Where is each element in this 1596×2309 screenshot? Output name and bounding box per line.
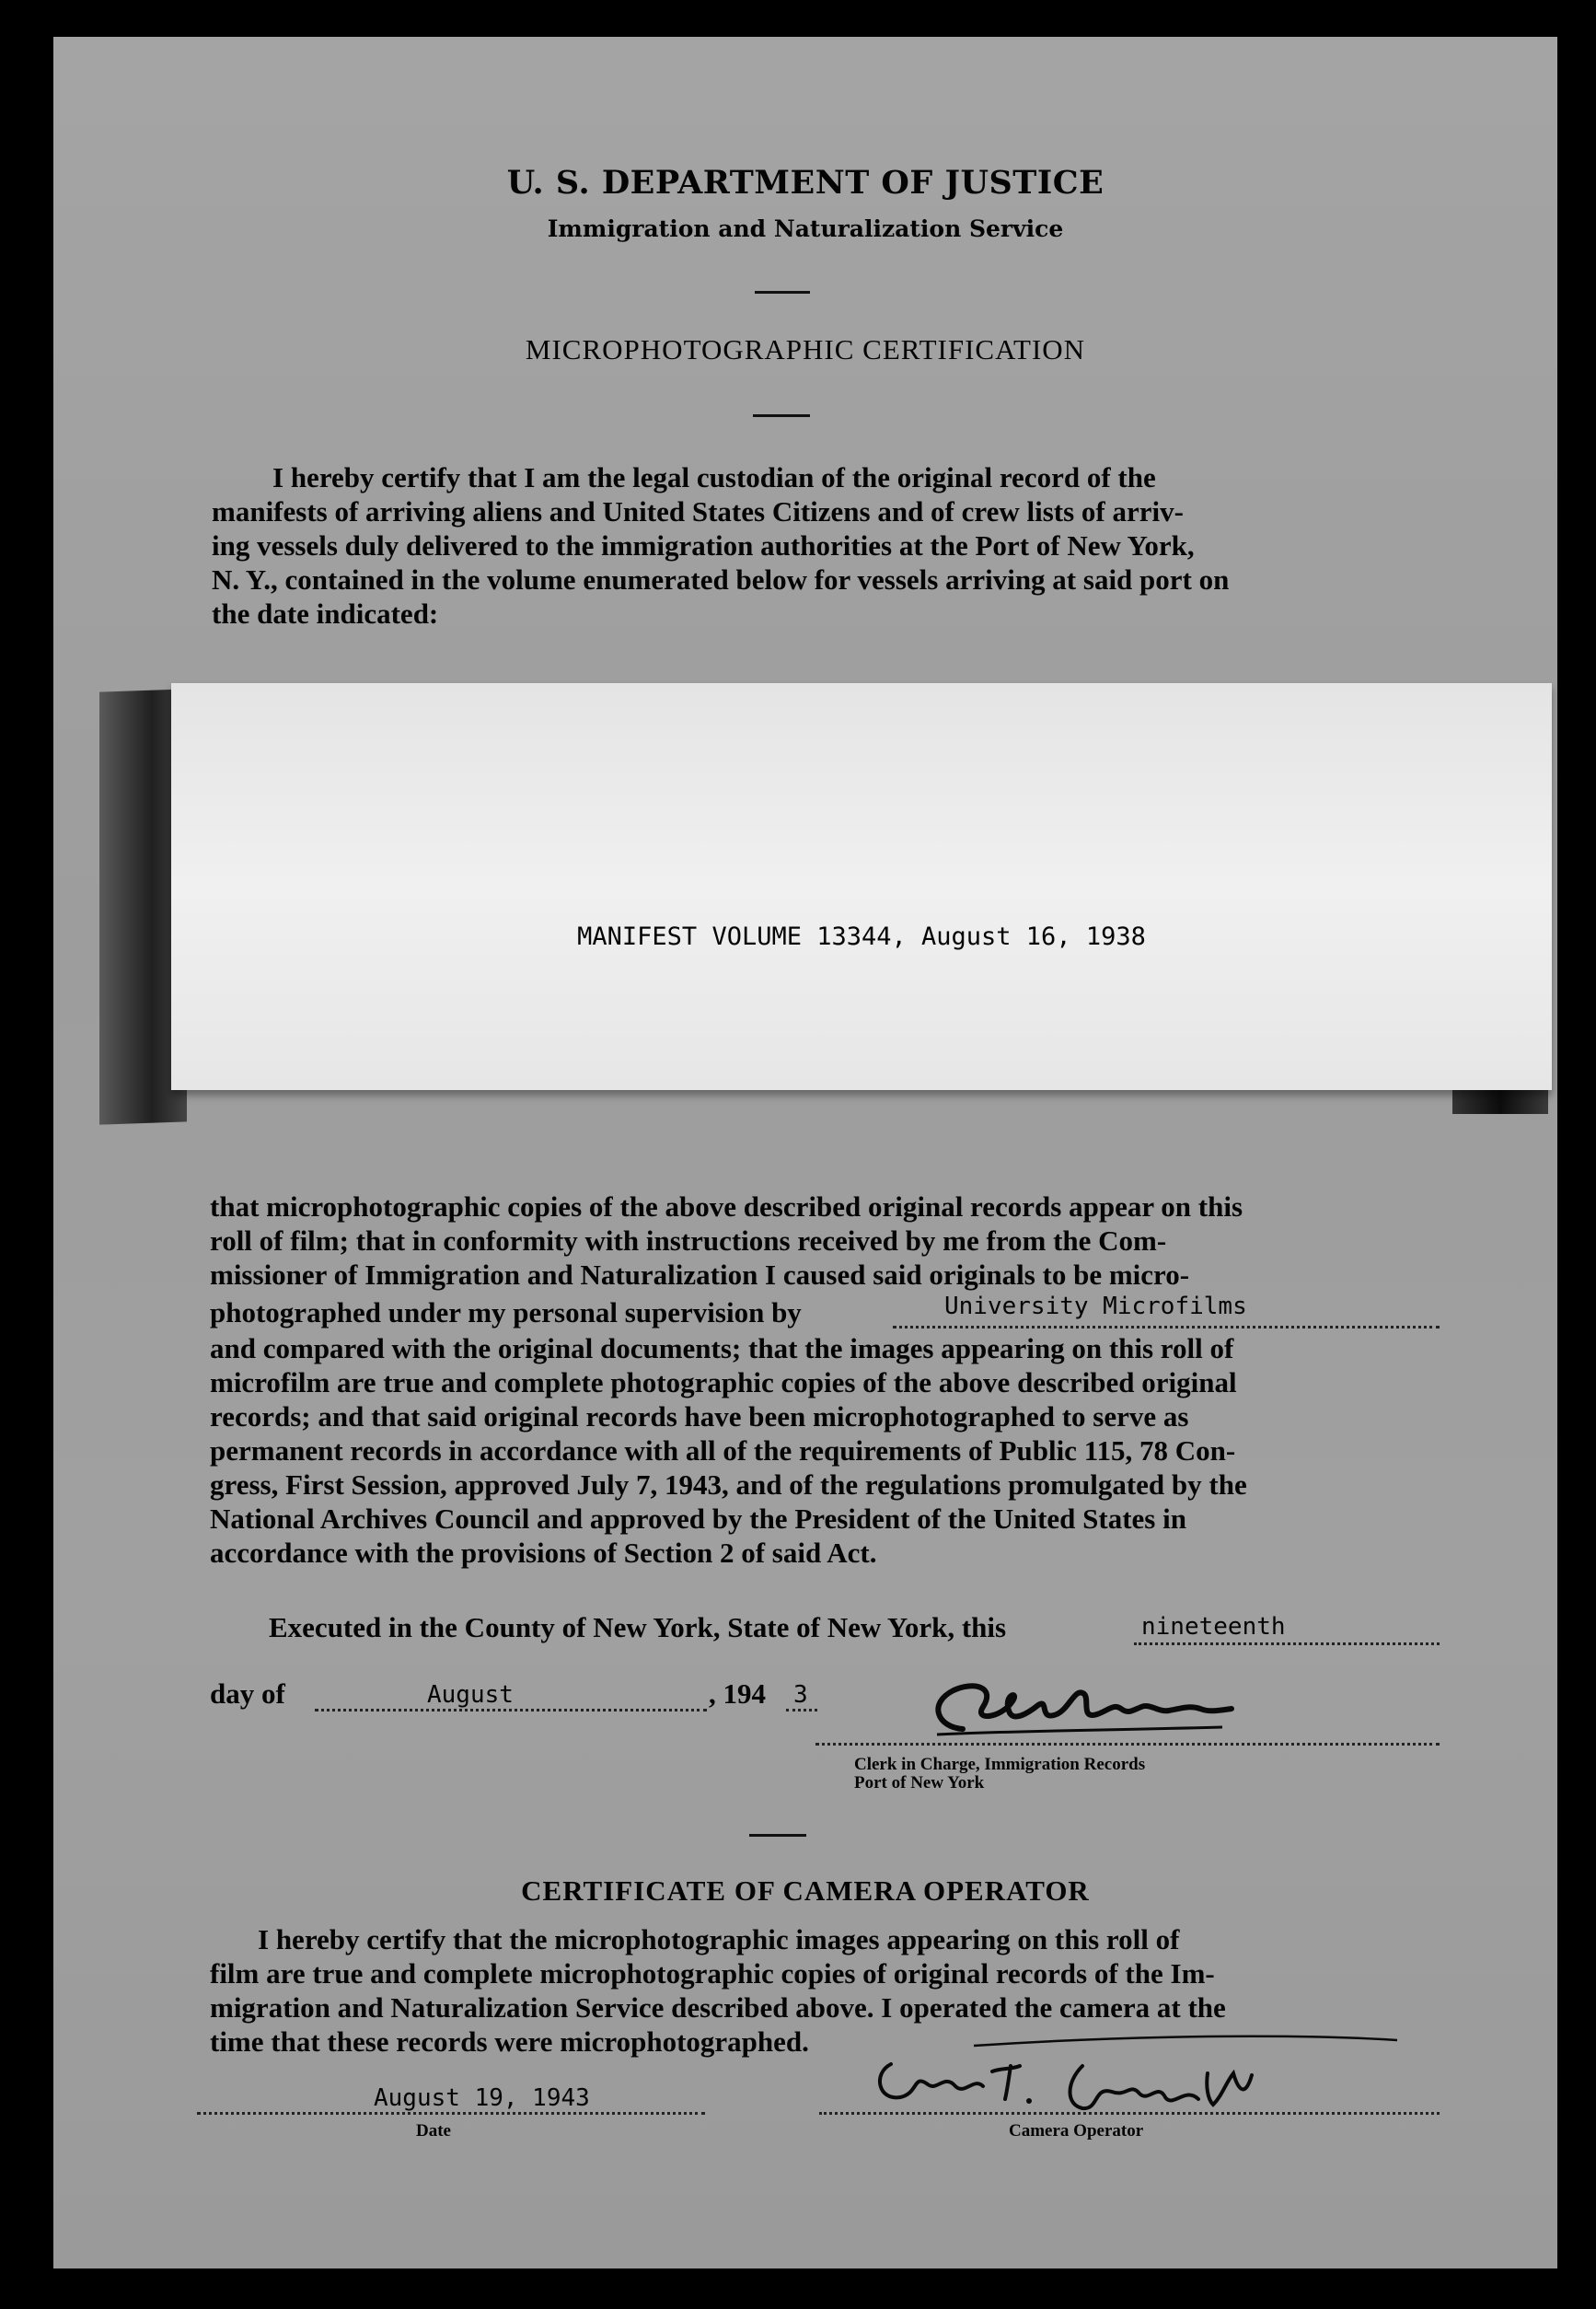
divider	[755, 291, 810, 294]
service-subtitle: Immigration and Naturalization Service	[547, 215, 1064, 242]
year-dotted-line	[786, 1709, 817, 1711]
date-dotted-line	[197, 2112, 705, 2115]
body-line: and compared with the original documents; that the images appearing on this roll of	[210, 1332, 1234, 1364]
body-line: missioner of Immigration and Naturalization I caused said originals to be micro-	[210, 1259, 1190, 1291]
day-dotted-line	[1134, 1642, 1440, 1645]
body-line: permanent records in accordance with all of the requirements of Public 115, 78 Con-	[210, 1434, 1236, 1467]
camera-line: film are true and complete microphotographic copies of original records of the Im-	[210, 1957, 1215, 1990]
supervisor-dotted-line	[893, 1326, 1440, 1329]
executed-text: Executed in the County of New York, State of New York, this	[269, 1611, 1007, 1643]
body-paragraph-bottom	[210, 1331, 1449, 1570]
executed-day: nineteenth	[1141, 1613, 1286, 1641]
body-line: gress, First Session, approved July 7, 1943, and of the regulations promulgated by the	[210, 1468, 1247, 1501]
intro-line: manifests of arriving aliens and United States Citizens and of crew lists of arriv-	[212, 495, 1184, 528]
camera-line: time that these records were microphotographed.	[210, 2025, 809, 2058]
intro-paragraph	[212, 460, 1447, 631]
intro-line: ing vessels duly delivered to the immigration authorities at the Port of New York,	[212, 529, 1195, 562]
department-title: U. S. DEPARTMENT OF JUSTICE	[506, 164, 1104, 202]
camera-line: migration and Naturalization Service described above. I operated the camera at the	[210, 1991, 1226, 2024]
operator-dotted-line	[819, 2112, 1440, 2115]
body-line: accordance with the provisions of Section 2 of said Act.	[210, 1537, 877, 1569]
manifest-slip	[171, 683, 1552, 1090]
clerk-signature-line	[815, 1743, 1440, 1746]
body-line: microfilm are true and complete photographic copies of the above described original	[210, 1366, 1237, 1398]
camera-operator-signature	[836, 2009, 1425, 2119]
manifest-volume: MANIFEST VOLUME 13344, August 16, 1938	[577, 922, 1146, 951]
camera-date-value: August 19, 1943	[374, 2084, 590, 2112]
supervisor-name: University Microfilms	[944, 1293, 1247, 1320]
clerk-title: Clerk in Charge, Immigration Records	[854, 1755, 1146, 1774]
day-of-label: day of	[210, 1677, 285, 1710]
year-prefix: , 194	[709, 1677, 766, 1710]
body-paragraph-top	[210, 1189, 1449, 1292]
divider	[753, 414, 810, 417]
date-label: Date	[416, 2121, 451, 2141]
intro-line: N. Y., contained in the volume enumerated below for vessels arriving at said port on	[212, 563, 1230, 596]
body-line: National Archives Council and approved by the President of the United States in	[210, 1503, 1186, 1535]
divider	[749, 1834, 806, 1837]
clerk-signature	[900, 1666, 1250, 1749]
intro-line: the date indicated:	[212, 598, 439, 630]
operator-label: Camera Operator	[1009, 2121, 1144, 2141]
camera-certificate-heading: CERTIFICATE OF CAMERA OPERATOR	[521, 1874, 1090, 1907]
body-line: records; and that said original records have been microphotographed to serve as	[210, 1400, 1189, 1433]
certificate-page	[53, 37, 1557, 2268]
month-dotted-line	[315, 1709, 707, 1711]
supervision-prefix: photographed under my personal supervision by	[210, 1296, 802, 1329]
clerk-office: Port of New York	[854, 1773, 985, 1793]
year-digit: 3	[793, 1681, 808, 1709]
intro-line: I hereby certify that I am the legal custodian of the original record of the	[272, 461, 1156, 493]
body-line: roll of film; that in conformity with instructions received by me from the Com-	[210, 1224, 1167, 1257]
body-line: that microphotographic copies of the above described original records appear on this	[210, 1190, 1243, 1223]
camera-line: I hereby certify that the microphotographic images appearing on this roll of	[258, 1923, 1180, 1955]
month-value: August	[427, 1681, 514, 1709]
certification-heading: MICROPHOTOGRAPHIC CERTIFICATION	[525, 333, 1086, 365]
